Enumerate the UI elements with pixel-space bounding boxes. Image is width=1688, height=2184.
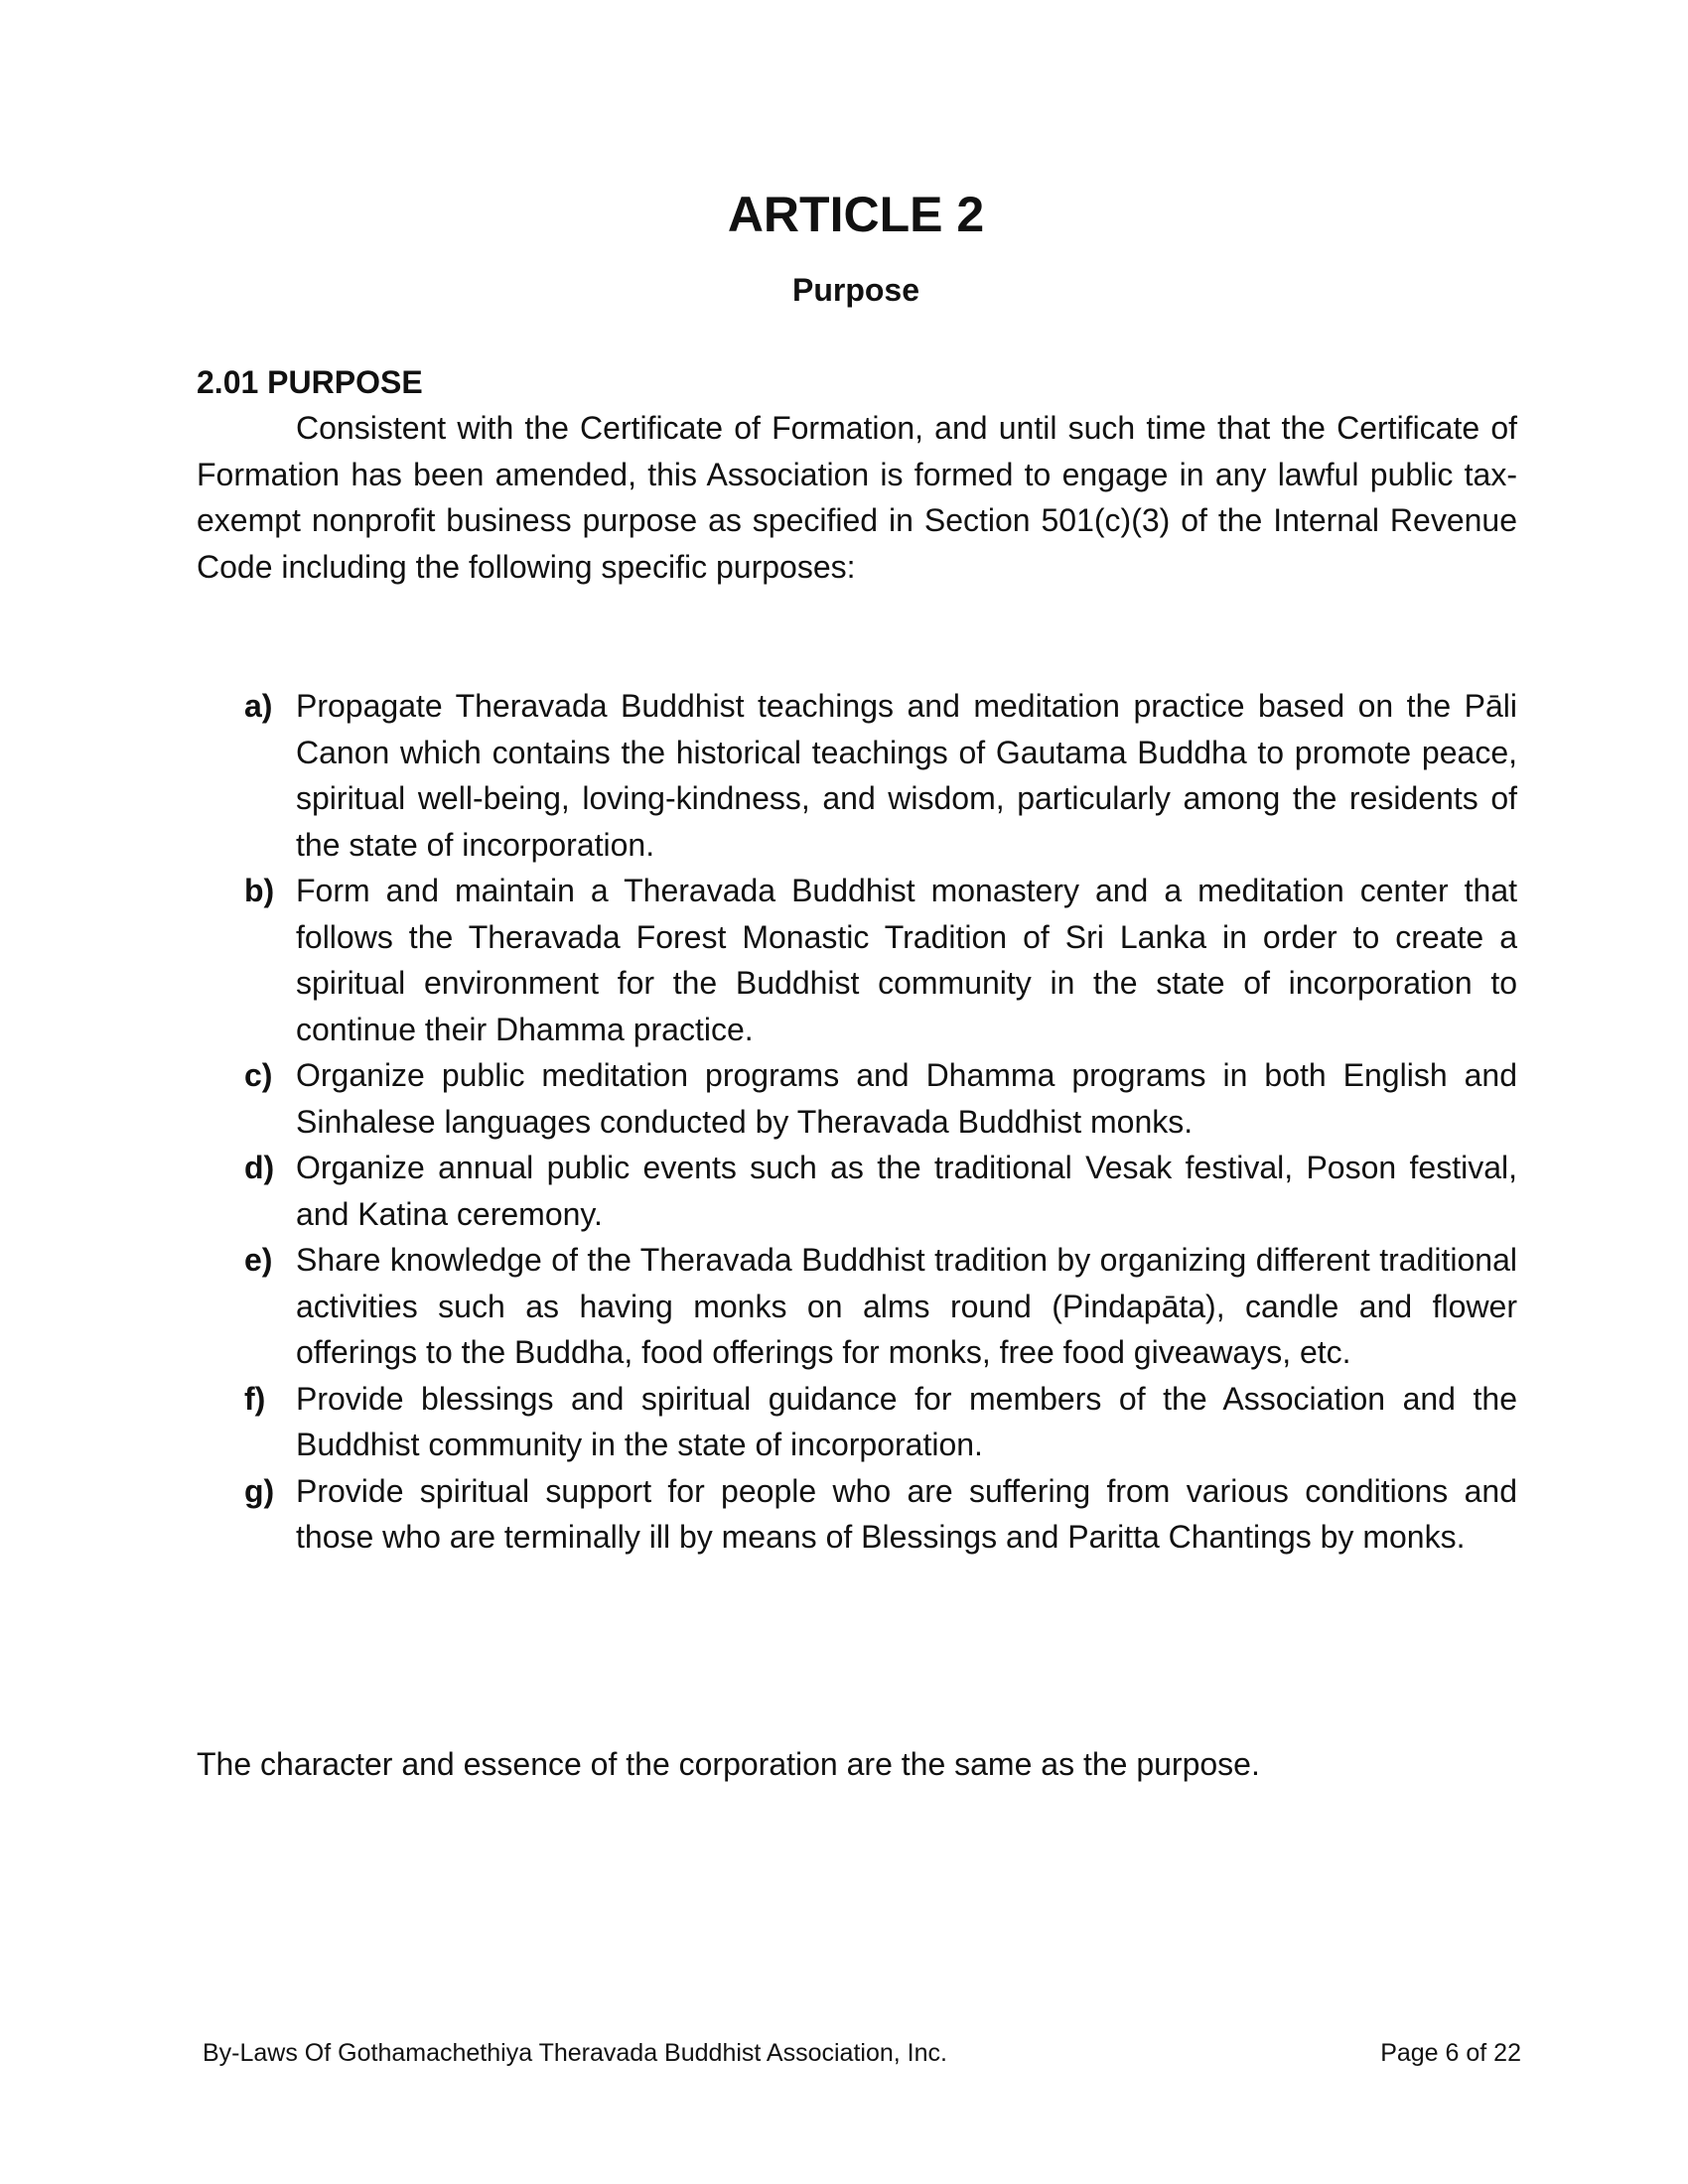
intro-paragraph: Consistent with the Certificate of Formation, and until such time that the Certificate of Formation has been amended, this Association is formed to engage in any lawful public tax-exempt nonprofit business purpose as specified in Section 501(c)(3) of the Internal Revenue Code including the following specific purposes: <box>197 410 1517 585</box>
article-heading: ARTICLE 2 <box>727 187 985 242</box>
purpose-marker: d) <box>244 1150 275 1185</box>
purpose-text: Share knowledge of the Theravada Buddhist tradition by organizing different traditional activities such as having monks on alms round (Pindapāta), candle and flower offerings to the Buddha, food offerings for monks, free food giveaways, etc. <box>296 1242 1517 1370</box>
footer-document-title: By-Laws Of Gothamachethiya Theravada Buddhist Association, Inc. <box>203 2039 947 2067</box>
purpose-marker: e) <box>244 1242 273 1278</box>
section-heading: 2.01 PURPOSE <box>197 364 423 400</box>
purpose-item-d <box>197 1145 1517 1237</box>
article-subheading: Purpose <box>791 272 920 308</box>
purpose-marker: f) <box>244 1380 266 1417</box>
closing-paragraph: The character and essence of the corporation are the same as the purpose. <box>197 1746 1260 1782</box>
purpose-text: Organize annual public events such as the traditional Vesak festival, Poson festival, and Katina ceremony. <box>296 1150 1517 1232</box>
purpose-text: Propagate Theravada Buddhist teachings and meditation practice based on the Pāli Canon which contains the historical teachings of Gautama Buddha to promote peace, spiritual well-being, loving-kindness, and wisdom, particularly among the residents of the state of incorporation. <box>296 688 1517 863</box>
purpose-text: Provide blessings and spiritual guidance for members of the Association and the Buddhist community in the state of incorporation. <box>296 1380 1517 1462</box>
purpose-item-g <box>197 1468 1517 1561</box>
purpose-marker: a) <box>244 688 273 724</box>
purpose-item-c <box>197 1052 1517 1145</box>
footer-page-number: Page 6 of 22 <box>1380 2039 1521 2067</box>
purpose-list <box>197 683 1517 1561</box>
purpose-item-e <box>197 1237 1517 1376</box>
purpose-item-b <box>197 868 1517 1052</box>
purpose-item-f <box>197 1376 1517 1468</box>
purpose-text: Provide spiritual support for people who are suffering from various conditions and those who are terminally ill by means of Blessings and Paritta Chantings by monks. <box>296 1472 1517 1555</box>
purpose-marker: g) <box>244 1472 275 1509</box>
purpose-marker: c) <box>244 1057 273 1093</box>
purpose-item-a <box>197 683 1517 868</box>
purpose-text: Organize public meditation programs and Dhamma programs in both English and Sinhalese languages conducted by Theravada Buddhist monks. <box>296 1057 1517 1140</box>
purpose-text: Form and maintain a Theravada Buddhist monastery and a meditation center that follows the Theravada Forest Monastic Tradition of Sri Lanka in order to create a spiritual environment for the Buddhist community in the state of incorporation to continue their Dhamma practice. <box>296 873 1517 1047</box>
purpose-marker: b) <box>244 873 275 908</box>
